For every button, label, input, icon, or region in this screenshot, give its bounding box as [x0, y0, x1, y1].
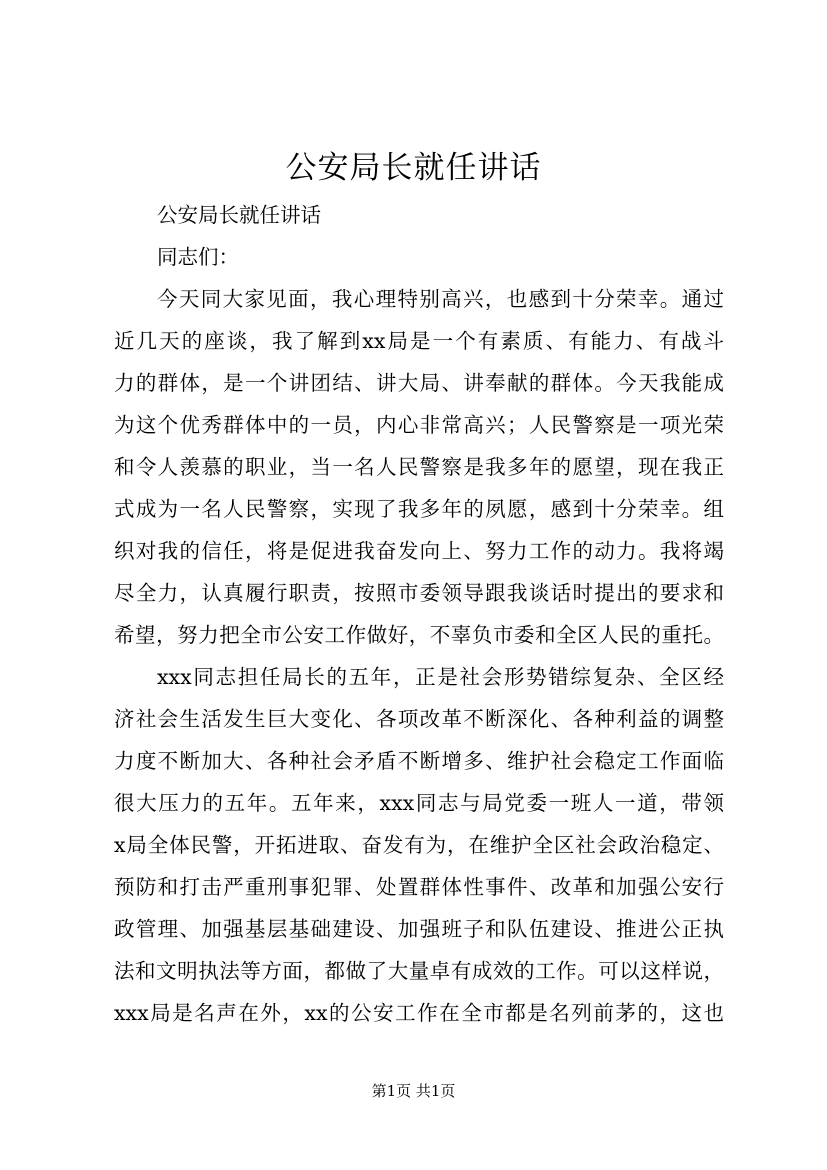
page-footer: 第1页 共1页 [371, 1082, 456, 1100]
body-line: 式成为一名人民警察，实现了我多年的夙愿，感到十分荣幸。组 [114, 497, 724, 521]
body-line: 同志们： [157, 245, 239, 269]
body-line: 和令人羡慕的职业，当一名人民警察是我多年的愿望，现在我正 [114, 455, 724, 479]
body-line: 法和文明执法等方面，都做了大量卓有成效的工作。可以这样说， [114, 959, 724, 983]
body-line: 预防和打击严重刑事犯罪、处置群体性事件、改革和加强公安行 [114, 875, 724, 899]
body-line: 政管理、加强基层基础建设、加强班子和队伍建设、推进公正执 [114, 917, 724, 941]
body-line: x局全体民警，开拓进取、奋发有为，在维护全区社会政治稳定、 [114, 833, 724, 857]
body-line: xxx局是名声在外，xx的公安工作在全市都是名列前茅的，这也 [114, 1001, 724, 1025]
body-line: xxx同志担任局长的五年，正是社会形势错综复杂、全区经 [157, 665, 724, 689]
body-line: 织对我的信任，将是促进我奋发向上、努力工作的动力。我将竭 [114, 539, 724, 563]
body-line: 济社会生活发生巨大变化、各项改革不断深化、各种利益的调整 [114, 707, 724, 731]
body-line: 希望，努力把全市公安工作做好，不辜负市委和全区人民的重托。 [114, 623, 724, 647]
body-line: 为这个优秀群体中的一员，内心非常高兴；人民警察是一项光荣 [114, 413, 724, 437]
body-line: 公安局长就任讲话 [157, 203, 321, 227]
body-line: 近几天的座谈，我了解到xx局是一个有素质、有能力、有战斗 [114, 329, 724, 353]
body-line: 力度不断加大、各种社会矛盾不断增多、维护社会稳定工作面临 [114, 749, 724, 773]
body-line: 尽全力，认真履行职责，按照市委领导跟我谈话时提出的要求和 [114, 581, 724, 605]
document-title: 公安局长就任讲话 [285, 150, 542, 186]
body-line: 今天同大家见面，我心理特别高兴，也感到十分荣幸。通过 [157, 287, 724, 311]
body-line: 力的群体，是一个讲团结、讲大局、讲奉献的群体。今天我能成 [114, 371, 724, 395]
body-line: 很大压力的五年。五年来，xxx同志与局党委一班人一道，带领 [114, 791, 724, 815]
